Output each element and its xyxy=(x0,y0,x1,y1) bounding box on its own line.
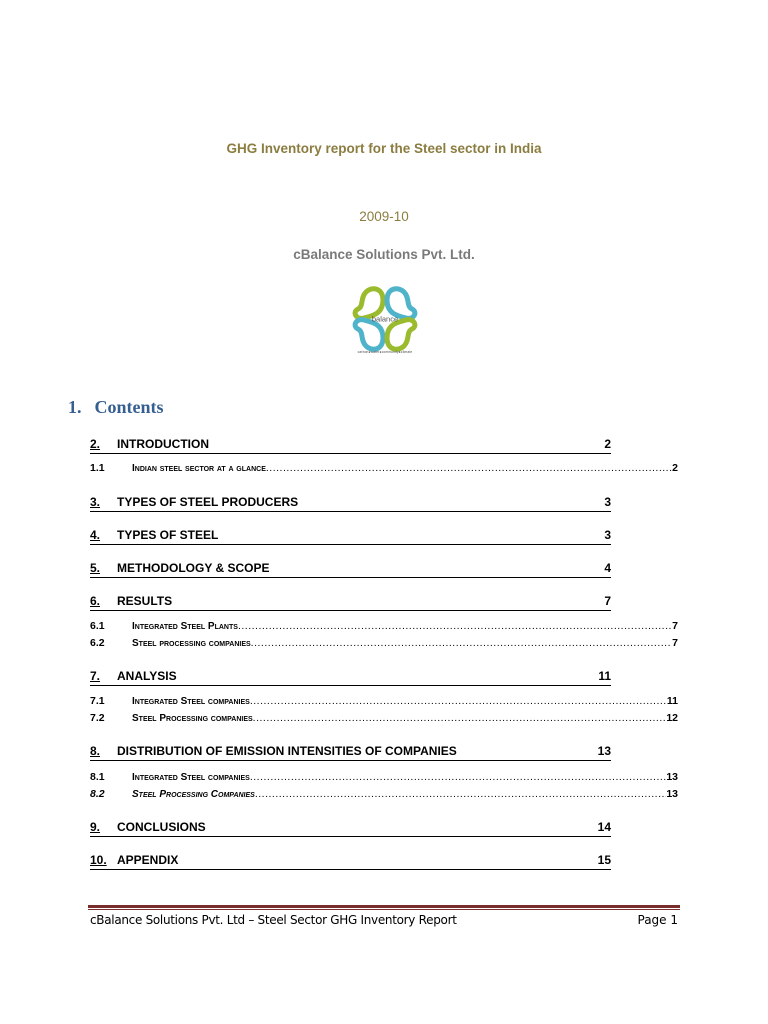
footer-rule-thick xyxy=(88,905,680,908)
toc-entry-analysis-steel-processing[interactable] xyxy=(90,712,678,726)
contents-heading xyxy=(68,397,164,418)
toc-number: 10. xyxy=(90,853,107,867)
toc-number: 7.1 xyxy=(90,695,105,707)
toc-page-number: 3 xyxy=(604,495,611,509)
toc-entry-indian-steel-sector[interactable] xyxy=(90,462,678,476)
toc-label: Integrated Steel Plants xyxy=(132,621,238,632)
toc-page-number: 7 xyxy=(604,594,611,608)
toc-page-number: 7 xyxy=(672,620,678,632)
toc-label: Steel processing companies xyxy=(132,638,251,649)
contents-heading-text: Contents xyxy=(94,397,164,417)
toc-label: TYPES OF STEEL xyxy=(117,528,219,542)
toc-leader-dots xyxy=(255,788,666,800)
toc-leader-dots xyxy=(250,771,667,783)
toc-entry-conclusions[interactable] xyxy=(90,820,611,837)
toc-label: Steel Processing companies xyxy=(132,713,253,724)
toc-page-number: 15 xyxy=(597,853,611,867)
toc-label: APPENDIX xyxy=(117,853,179,867)
toc-page-number: 2 xyxy=(672,462,678,474)
toc-entry-analysis[interactable] xyxy=(90,669,611,686)
toc-number: 1.1 xyxy=(90,462,105,474)
toc-label: DISTRIBUTION OF EMISSION INTENSITIES OF COMPANIES xyxy=(117,744,457,758)
toc-number: 8.1 xyxy=(90,771,105,783)
toc-label: Indian steel sector at a glance xyxy=(132,463,266,474)
toc-leader-dots xyxy=(253,712,667,724)
toc-page-number: 13 xyxy=(666,771,678,783)
toc-entry-types-of-steel[interactable] xyxy=(90,528,611,545)
toc-leader-dots xyxy=(250,695,667,707)
toc-number: 8.2 xyxy=(90,788,105,800)
toc-label: Steel Processing Companies xyxy=(132,789,255,800)
toc-entry-steel-processing-companies[interactable] xyxy=(90,637,678,651)
logo-tagline: carbon●water●community●climate xyxy=(357,350,413,354)
footer-page-number: Page 1 xyxy=(637,913,678,927)
toc-page-number: 12 xyxy=(666,712,678,724)
toc-entry-types-of-steel-producers[interactable] xyxy=(90,495,611,512)
toc-label: Integrated Steel companies xyxy=(132,696,250,707)
footer-title: cBalance Solutions Pvt. Ltd – Steel Sector GHG Inventory Report xyxy=(90,913,457,927)
report-year: 2009-10 xyxy=(359,209,409,224)
toc-number: 8. xyxy=(90,744,101,758)
toc-page-number: 11 xyxy=(666,695,678,707)
logo-text: balance xyxy=(371,314,399,324)
toc-label: RESULTS xyxy=(117,594,173,608)
toc-number: 5. xyxy=(90,561,101,575)
toc-label: CONCLUSIONS xyxy=(117,820,206,834)
report-title: GHG Inventory report for the Steel sector in India xyxy=(226,141,542,156)
toc-leader-dots xyxy=(266,462,672,474)
contents-heading-number: 1. xyxy=(68,397,82,417)
toc-page-number: 13 xyxy=(597,744,611,758)
toc-number: 6.1 xyxy=(90,620,105,632)
toc-number: 2. xyxy=(90,437,101,451)
toc-number: 7.2 xyxy=(90,712,105,724)
toc-entry-analysis-integrated-steel[interactable] xyxy=(90,695,678,709)
toc-entry-introduction[interactable] xyxy=(90,437,611,454)
toc-label: TYPES OF STEEL PRODUCERS xyxy=(117,495,299,509)
toc-label: METHODOLOGY & SCOPE xyxy=(117,561,270,575)
footer-rule-thin xyxy=(88,909,680,910)
toc-page-number: 14 xyxy=(597,820,611,834)
toc-number: 9. xyxy=(90,820,101,834)
toc-page-number: 3 xyxy=(604,528,611,542)
toc-page-number: 13 xyxy=(666,788,678,800)
toc-number: 3. xyxy=(90,495,101,509)
toc-page-number: 2 xyxy=(604,437,611,451)
toc-page-number: 7 xyxy=(672,637,678,649)
toc-page-number: 4 xyxy=(604,561,611,575)
toc-page-number: 11 xyxy=(598,669,611,683)
toc-number: 6.2 xyxy=(90,637,105,649)
toc-number: 7. xyxy=(90,669,101,683)
company-name: cBalance Solutions Pvt. Ltd. xyxy=(293,247,475,262)
toc-label: INTRODUCTION xyxy=(117,437,209,451)
toc-entry-distribution-integrated-steel[interactable] xyxy=(90,771,678,785)
toc-leader-dots xyxy=(251,637,672,649)
toc-leader-dots xyxy=(238,620,672,632)
toc-entry-distribution-steel-processing[interactable] xyxy=(90,788,678,802)
toc-label: Integrated Steel companies xyxy=(132,772,250,783)
toc-entry-integrated-steel-plants[interactable] xyxy=(90,620,678,634)
toc-entry-distribution-emission-intensities[interactable] xyxy=(90,744,611,761)
toc-number: 6. xyxy=(90,594,101,608)
toc-label: ANALYSIS xyxy=(117,669,177,683)
toc-number: 4. xyxy=(90,528,101,542)
toc-entry-results[interactable] xyxy=(90,594,611,611)
toc-entry-appendix[interactable] xyxy=(90,853,611,870)
toc-entry-methodology-scope[interactable] xyxy=(90,561,611,578)
